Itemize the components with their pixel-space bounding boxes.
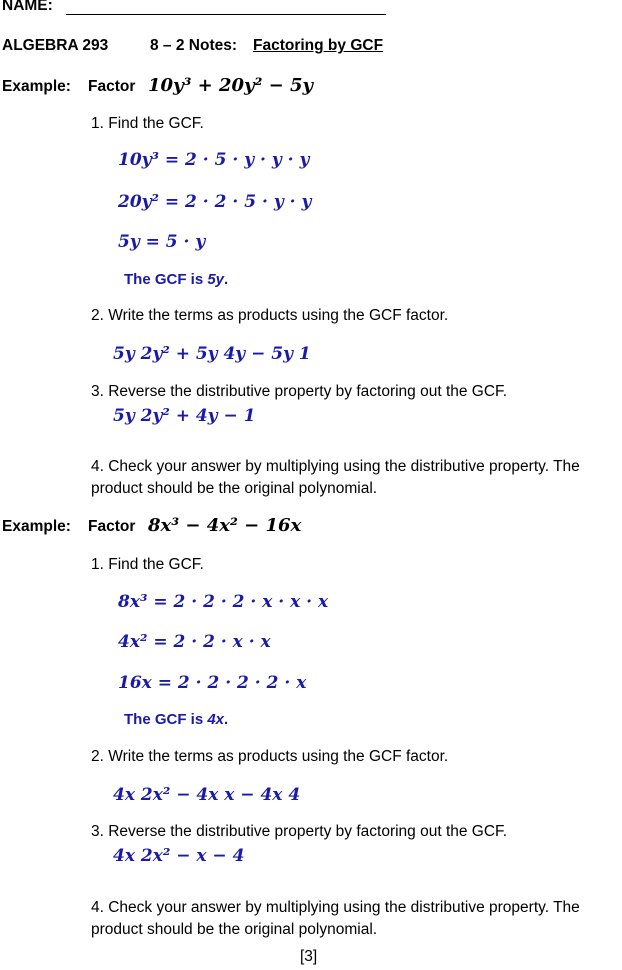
example2-factor-label: Factor (88, 518, 136, 535)
example1-step3: 3. Reverse the distributive property by factoring out the GCF. (91, 383, 508, 400)
example1-step1: 1. Find the GCF. (91, 115, 204, 132)
example1-gcf-statement (124, 271, 228, 288)
name-blank-line[interactable] (66, 14, 386, 15)
example1-factorization-2: 20y² = 2 · 2 · 5 · y · y (118, 192, 312, 212)
example1-gcf-suffix: . (224, 271, 229, 288)
example1-gcf-prefix: The GCF is (124, 271, 208, 288)
example1-label: Example: (2, 78, 71, 95)
page-number: [3] (300, 948, 318, 965)
example2-step3: 3. Reverse the distributive property by factoring out the GCF. (91, 823, 508, 840)
course-label: ALGEBRA 293 (2, 37, 109, 54)
example1-expression: 10y³ + 20y² − 5y (148, 75, 313, 96)
example2-factored: 4x 2x² − x − 4 (113, 846, 245, 866)
example1-factor-label: Factor (88, 78, 136, 95)
example2-expression: 8x³ − 4x² − 16x (148, 515, 302, 536)
example2-gcf-statement (124, 711, 228, 728)
example2-factorization-2: 4x² = 2 · 2 · x · x (118, 632, 271, 652)
example1-factorization-1: 10y³ = 2 · 5 · y · y · y (118, 150, 310, 170)
notes-number: 8 – 2 Notes: (150, 37, 238, 54)
example1-step2: 2. Write the terms as products using the GCF factor. (91, 307, 449, 324)
example2-step4: 4. Check your answer by multiplying using the distributive property. The product should be the original polynomial. (91, 899, 580, 938)
example1-gcf-value: 5y (207, 271, 225, 288)
example2-step2: 2. Write the terms as products using the GCF factor. (91, 748, 449, 765)
example2-factorization-1: 8x³ = 2 · 2 · 2 · x · x · x (118, 592, 329, 612)
example1-factored: 5y 2y² + 4y − 1 (113, 406, 256, 426)
example1-factorization-3: 5y = 5 · y (118, 232, 206, 252)
example2-products: 4x 2x² − 4x x − 4x 4 (113, 785, 301, 805)
example2-step1: 1. Find the GCF. (91, 556, 204, 573)
example2-gcf-value: 4x (207, 711, 225, 728)
example2-label: Example: (2, 518, 71, 535)
example2-gcf-prefix: The GCF is (124, 711, 208, 728)
page-title: Factoring by GCF (253, 37, 384, 54)
example2-gcf-suffix: . (224, 711, 229, 728)
example1-step4: 4. Check your answer by multiplying using the distributive property. The product should be the original polynomial. (91, 458, 580, 497)
example2-factorization-3: 16x = 2 · 2 · 2 · 2 · x (118, 673, 307, 693)
name-label: NAME: (2, 0, 53, 14)
example1-products: 5y 2y² + 5y 4y − 5y 1 (113, 344, 311, 364)
